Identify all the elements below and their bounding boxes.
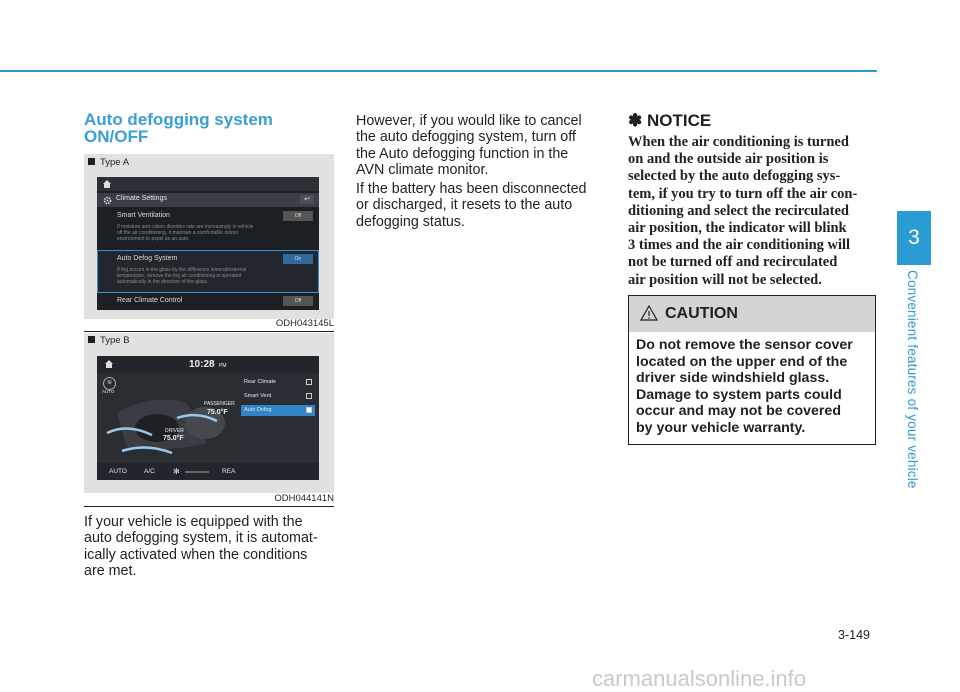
text-line: ically activated when the conditions	[84, 546, 308, 563]
desc-line: off the air conditioning, it maintain a comfortable indoor	[117, 230, 239, 236]
home-icon	[105, 360, 113, 368]
col1-paragraph	[84, 514, 334, 580]
auto-badge: AUTO	[102, 389, 115, 394]
setting-description	[117, 267, 302, 285]
caution-line: occur and may not be covered	[636, 403, 841, 419]
figure-b-code: ODH044141N	[274, 493, 334, 504]
notice-line: tem, if you try to turn off the air con-	[628, 185, 858, 202]
climate-menu	[237, 373, 319, 463]
notice-line: not be turned off and recirculated	[628, 254, 838, 271]
checkbox-checked-icon	[306, 407, 312, 413]
screen-bottom-bar	[97, 463, 319, 480]
figure-divider	[84, 506, 334, 507]
desc-line: temperature, remove the fog air conditioning is operated	[117, 273, 242, 279]
bottom-rear: REA	[222, 468, 236, 475]
menu-item-active	[241, 405, 315, 416]
setting-description	[117, 224, 302, 242]
bullet-square-icon	[88, 158, 95, 165]
text-line: the auto defogging system, turn off	[356, 129, 576, 146]
type-label-text: Type B	[100, 335, 130, 346]
gear-icon	[103, 196, 112, 205]
defog-icon: ≋	[103, 377, 116, 390]
notice-title: ✽ NOTICE	[628, 111, 712, 130]
passenger-temp: 75.0°F	[207, 409, 228, 416]
notice-line: air position will not be selected.	[628, 271, 822, 288]
text-line: AVN climate monitor.	[356, 162, 489, 179]
screen-header-bar	[97, 193, 319, 207]
bottom-ac: A/C	[144, 468, 155, 475]
header-rule	[0, 70, 877, 72]
notice-line: on and the outside air position is	[628, 151, 829, 168]
text-line: auto defogging system, it is automat-	[84, 530, 318, 547]
screen-header-title: Climate Settings	[116, 195, 167, 202]
menu-item-label: Auto Defog	[244, 407, 272, 413]
notice-line: ditioning and select the recirculated	[628, 202, 849, 219]
home-icon	[103, 180, 111, 188]
caution-title: CAUTION	[665, 305, 738, 322]
figure-b-type-label	[88, 335, 130, 346]
clock-time: 10:28	[189, 359, 215, 370]
section-title	[84, 111, 344, 145]
caution-header	[629, 296, 875, 332]
fan-icon: ✻	[173, 467, 180, 476]
screen-top-bar	[97, 356, 319, 373]
figure-b-screen	[97, 356, 319, 480]
clock-ampm: PM	[219, 363, 227, 369]
setting-label: Smart Ventilation	[117, 212, 170, 219]
text-line: defogging status.	[356, 213, 465, 230]
setting-label: Auto Defog System	[117, 255, 178, 262]
bottom-auto: AUTO	[109, 468, 127, 475]
checkbox-icon	[306, 379, 312, 385]
col2-paragraph-1	[356, 113, 605, 179]
menu-item	[241, 377, 315, 388]
notice-line: air position, the indicator will blink	[628, 220, 847, 237]
menu-item-label: Smart Vent	[244, 393, 272, 399]
text-line: If your vehicle is equipped with the	[84, 514, 303, 530]
menu-item-label: Rear Climate	[244, 379, 277, 385]
caution-body	[629, 332, 875, 436]
checkbox-icon	[306, 393, 312, 399]
desc-line: automatically in the direction of the glass.	[117, 279, 209, 285]
text-line: or discharged, it resets to the auto	[356, 197, 573, 214]
notice-line: When the air conditioning is turned	[628, 134, 849, 150]
caution-box	[628, 295, 876, 445]
driver-temp: 75.0°F	[163, 435, 184, 442]
watermark: carmanualsonline.info	[592, 666, 807, 691]
chapter-title: Convenient features of your vehicle	[905, 270, 920, 489]
text-line: However, if you would like to cancel	[356, 113, 582, 129]
text-line: If the battery has been disconnected	[356, 181, 587, 197]
toggle-switch: Off	[283, 296, 313, 306]
screen-top-bar	[97, 177, 319, 191]
passenger-label: PASSENGER	[204, 401, 235, 407]
figure-divider	[84, 331, 334, 332]
desc-line: If fog occurs in the glass by the difference internal/external	[117, 267, 247, 273]
notice-line: selected by the auto defogging sys-	[628, 168, 841, 185]
section-title-line: Auto defogging system	[84, 110, 273, 129]
text-line: are met.	[84, 563, 137, 580]
caution-line: Do not remove the sensor cover	[636, 337, 853, 353]
toggle-switch: Off	[283, 211, 313, 221]
section-title-line: ON/OFF	[84, 127, 149, 146]
bullet-square-icon	[88, 336, 95, 343]
caution-line: Damage to system parts could	[636, 386, 842, 403]
caution-line: by your vehicle warranty.	[636, 419, 806, 436]
desc-line: If moisture and cabon dioxides rate are increasingly in vehicle	[117, 224, 254, 230]
menu-item	[241, 391, 315, 402]
chapter-tab: 3	[897, 211, 931, 265]
driver-label: DRIVER	[165, 428, 184, 434]
figure-a-screen	[97, 177, 319, 310]
setting-label: Rear Climate Control	[117, 297, 183, 304]
figure-a-type-label	[88, 157, 129, 168]
caution-line: driver side windshield glass.	[636, 370, 830, 386]
notice-line: 3 times and the air conditioning will	[628, 237, 851, 254]
toggle-switch: On	[283, 254, 313, 264]
col2-paragraph-2	[356, 181, 605, 230]
type-label-text: Type A	[100, 157, 130, 168]
warning-triangle-icon	[640, 305, 658, 321]
fan-level-bar	[185, 471, 209, 473]
caution-line: located on the upper end of the	[636, 353, 848, 370]
figure-a-code: ODH043145L	[275, 318, 334, 329]
desc-line: environment to expel as an auto.	[117, 236, 190, 242]
text-line: the Auto defogging function in the	[356, 145, 569, 162]
back-icon: ↩	[300, 195, 314, 204]
page-number: 3-149	[838, 628, 870, 642]
notice-body	[628, 134, 877, 289]
car-interior-illustration	[97, 373, 237, 463]
